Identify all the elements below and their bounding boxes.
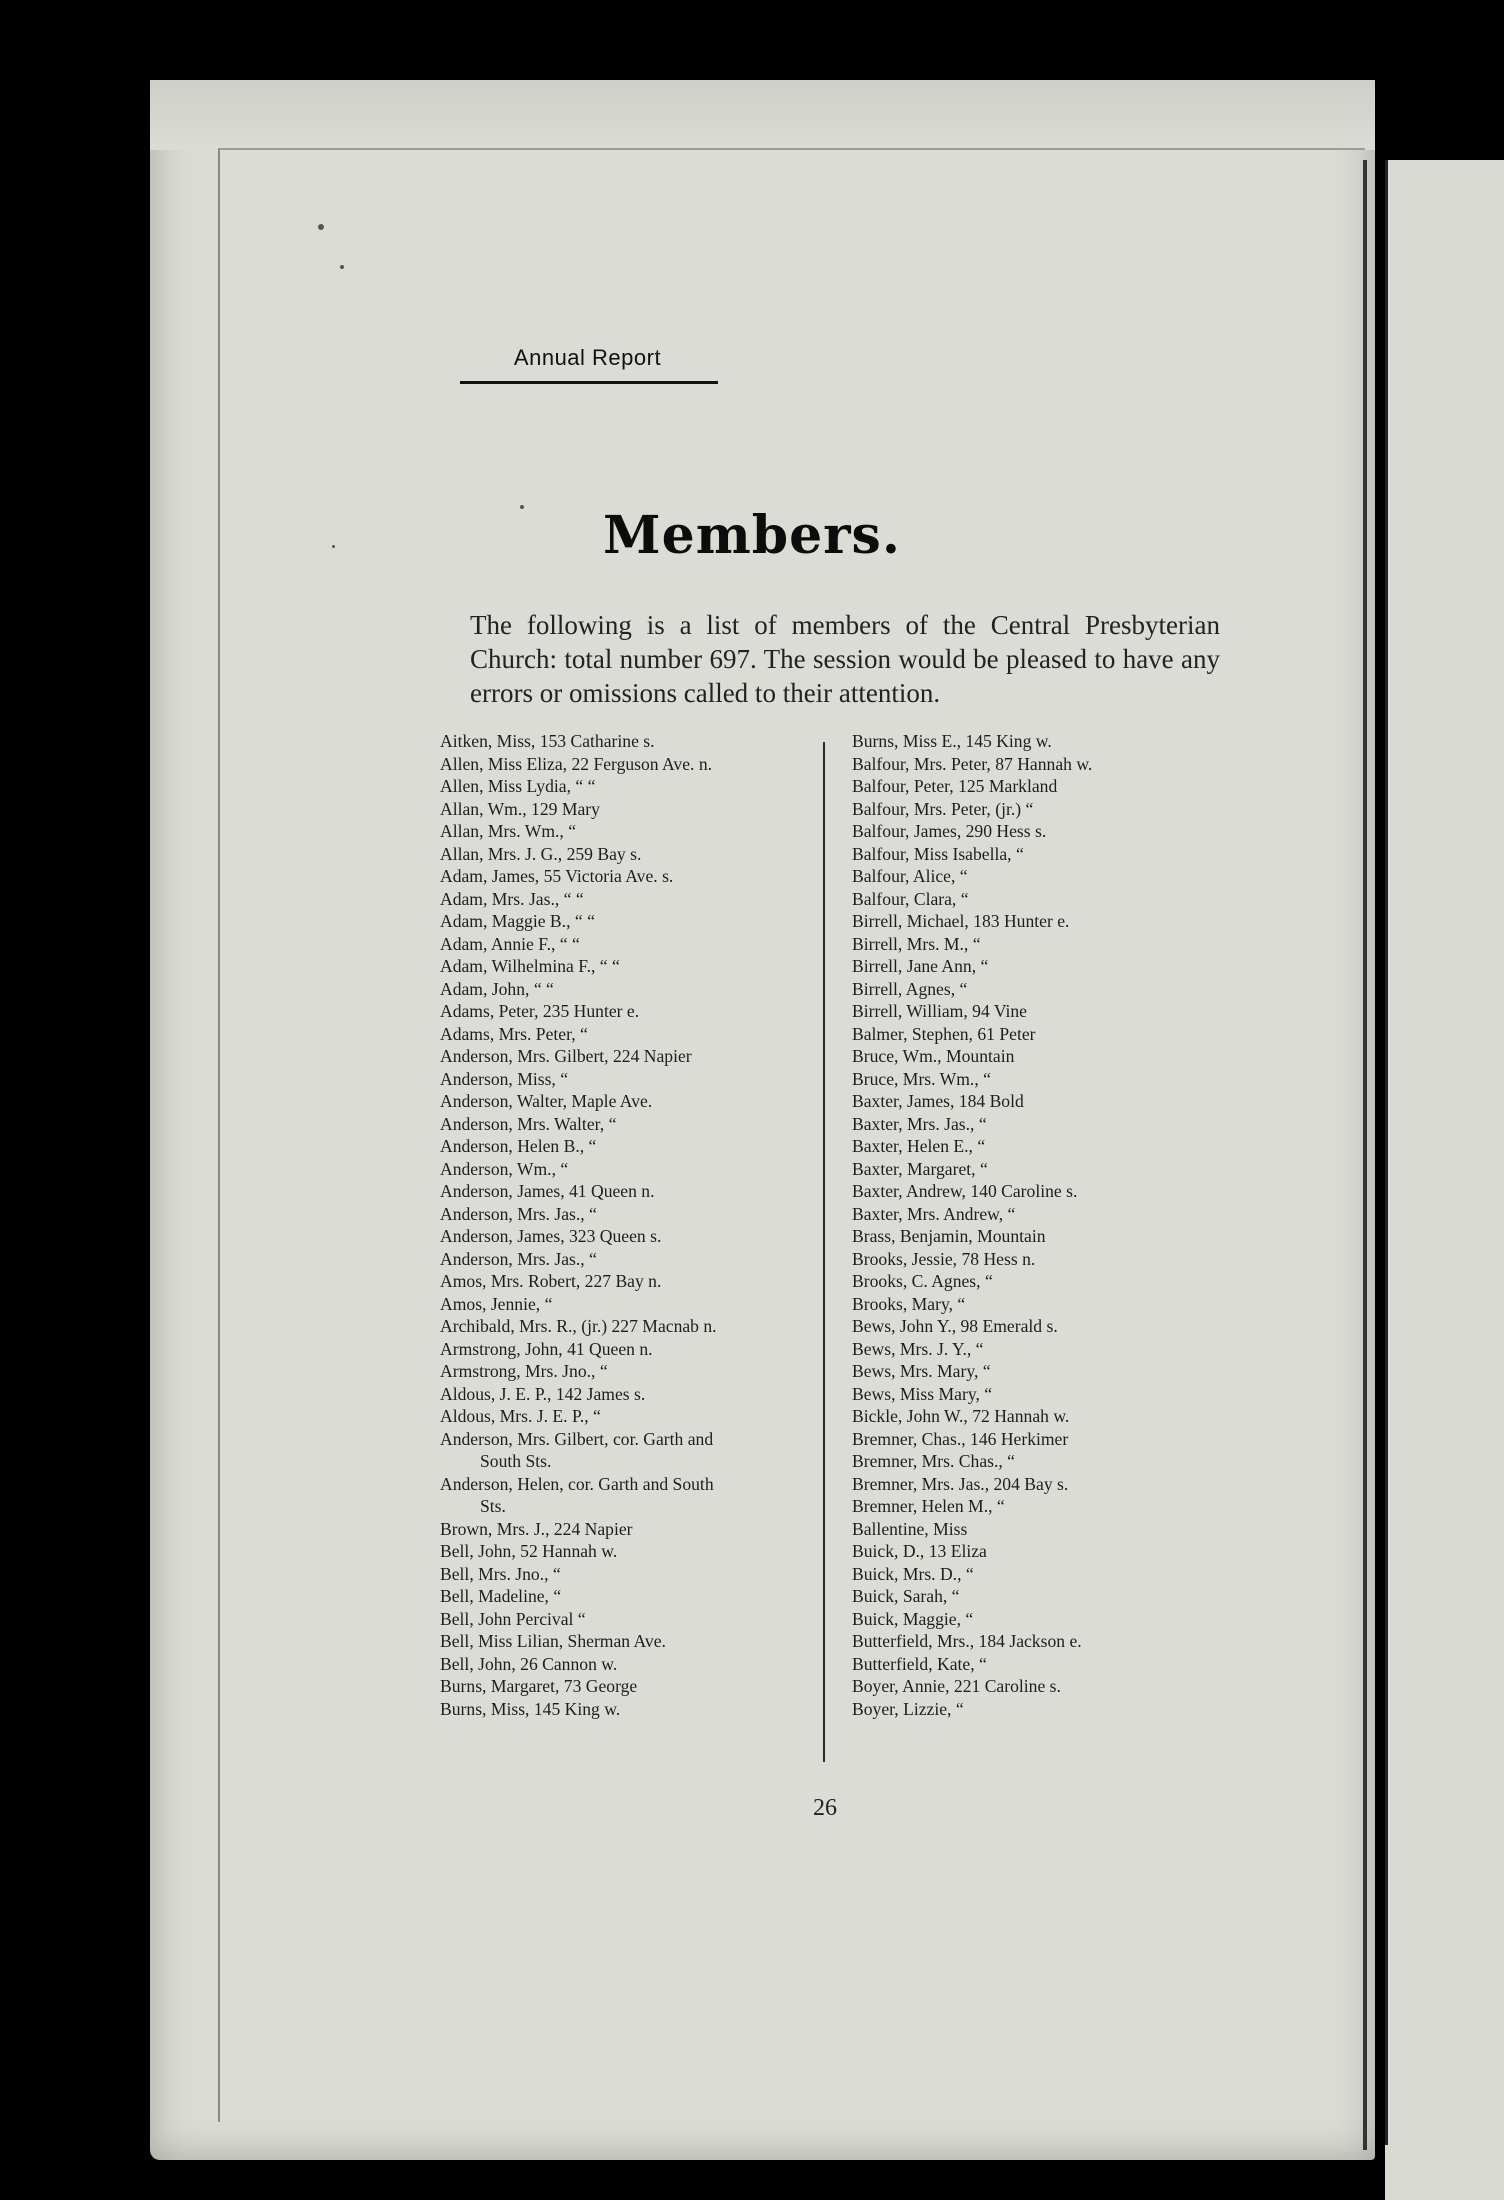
page-number: 26 — [813, 1795, 837, 1821]
member-entry: Allen, Miss Lydia, “ “ — [440, 776, 596, 796]
member-entry: Adam, Maggie B., “ “ — [440, 911, 595, 931]
member-entry: Balfour, Clara, “ — [852, 888, 969, 909]
member-entry: Bell, Miss Lilian, Sherman Ave. — [440, 1631, 666, 1651]
page-title: Members. — [603, 505, 901, 566]
member-entry: Balfour, James, 290 Hess s. — [852, 821, 1047, 841]
member-entry: Bews, Mrs. Mary, “ — [852, 1361, 991, 1381]
member-entry: Aldous, J. E. P., 142 James s. — [440, 1383, 646, 1404]
member-entry: Anderson, Mrs. Walter, “ — [440, 1113, 617, 1134]
member-entry: Aitken, Miss, 153 Catharine s. — [440, 731, 655, 751]
member-entry: Buick, Maggie, “ — [852, 1608, 974, 1629]
member-entry: Adams, Mrs. Peter, “ — [440, 1023, 588, 1044]
member-entry: Burns, Miss E., 145 King w. — [852, 731, 1052, 751]
member-entry: Balfour, Alice, “ — [852, 866, 968, 886]
member-entry: Birrell, Jane Ann, “ — [852, 956, 989, 976]
member-entry: Adam, James, 55 Victoria Ave. s. — [440, 866, 674, 886]
member-entry: Balfour, Miss Isabella, “ — [852, 843, 1024, 864]
member-entry: Bews, Miss Mary, “ — [852, 1383, 993, 1404]
intro-paragraph: The following is a list of members of the Central Presbyterian Church: total number 697. The session would be pleased to have any errors or omissions called to their attention. — [470, 610, 1220, 708]
member-entry: Bremner, Chas., 146 Herkimer — [852, 1428, 1069, 1449]
member-entry: Bickle, John W., 72 Hannah w. — [852, 1406, 1070, 1426]
member-entry: South Sts. — [480, 1451, 552, 1471]
member-entry: Buick, D., 13 Eliza — [852, 1541, 987, 1561]
running-head: Annual Report — [513, 345, 662, 370]
binding-gutter — [1363, 160, 1367, 2150]
member-entry: Bruce, Mrs. Wm., “ — [852, 1068, 991, 1089]
member-entry: Bell, John, 26 Cannon w. — [440, 1653, 618, 1674]
member-entry: Balmer, Stephen, 61 Peter — [852, 1023, 1036, 1044]
members-list-left — [440, 730, 800, 1720]
member-entry: Balfour, Mrs. Peter, 87 Hannah w. — [852, 753, 1093, 774]
member-entry: Adam, John, “ “ — [440, 978, 554, 999]
member-entry: Anderson, Helen, cor. Garth and South — [440, 1473, 714, 1494]
member-entry: Anderson, James, 323 Queen s. — [440, 1226, 662, 1246]
member-entry: Anderson, Mrs. Jas., “ — [440, 1203, 597, 1224]
member-entry: Armstrong, Mrs. Jno., “ — [440, 1361, 608, 1381]
member-entry: Butterfield, Mrs., 184 Jackson e. — [852, 1631, 1082, 1651]
member-entry: Allan, Wm., 129 Mary — [440, 798, 600, 819]
member-entry: Boyer, Annie, 221 Caroline s. — [852, 1676, 1061, 1696]
member-entry: Brown, Mrs. J., 224 Napier — [440, 1518, 633, 1539]
member-entry: Brass, Benjamin, Mountain — [852, 1226, 1046, 1246]
member-entry: Brooks, Jessie, 78 Hess n. — [852, 1248, 1036, 1269]
member-entry: Butterfield, Kate, “ — [852, 1653, 987, 1674]
member-entry: Allen, Miss Eliza, 22 Ferguson Ave. n. — [440, 753, 713, 774]
speck — [318, 224, 324, 230]
member-entry: Ballentine, Miss — [852, 1518, 968, 1539]
member-entry: Bremner, Mrs. Jas., 204 Bay s. — [852, 1473, 1069, 1494]
member-entry: Armstrong, John, 41 Queen n. — [440, 1338, 653, 1359]
member-entry: Adams, Peter, 235 Hunter e. — [440, 1001, 640, 1021]
member-entry: Bremner, Helen M., “ — [852, 1496, 1005, 1516]
speck — [340, 265, 344, 269]
member-entry: Bell, John Percival “ — [440, 1608, 586, 1629]
member-entry: Buick, Sarah, “ — [852, 1586, 960, 1606]
member-entry: Bell, Mrs. Jno., “ — [440, 1563, 561, 1584]
member-entry: Bremner, Mrs. Chas., “ — [852, 1451, 1015, 1471]
members-list-right — [852, 730, 1212, 1720]
column-divider — [823, 742, 825, 1762]
member-entry: Amos, Mrs. Robert, 227 Bay n. — [440, 1271, 662, 1291]
member-entry: Brooks, Mary, “ — [852, 1293, 966, 1314]
member-entry: Anderson, Walter, Maple Ave. — [440, 1091, 653, 1111]
member-entry: Bell, John, 52 Hannah w. — [440, 1541, 618, 1561]
member-entry: Birrell, Mrs. M., “ — [852, 933, 981, 954]
member-entry: Adam, Mrs. Jas., “ “ — [440, 888, 584, 909]
member-entry: Baxter, Helen E., “ — [852, 1136, 986, 1156]
member-entry: Anderson, Mrs. Gilbert, 224 Napier — [440, 1046, 692, 1066]
member-entry: Baxter, Mrs. Andrew, “ — [852, 1203, 1016, 1224]
member-entry: Bews, John Y., 98 Emerald s. — [852, 1316, 1058, 1336]
member-entry: Baxter, Andrew, 140 Caroline s. — [852, 1181, 1078, 1201]
member-entry: Sts. — [480, 1496, 506, 1516]
member-entry: Boyer, Lizzie, “ — [852, 1698, 964, 1719]
member-entry: Birrell, William, 94 Vine — [852, 1001, 1027, 1021]
member-entry: Baxter, Margaret, “ — [852, 1158, 988, 1179]
member-entry: Aldous, Mrs. J. E. P., “ — [440, 1406, 601, 1426]
member-entry: Baxter, Mrs. Jas., “ — [852, 1113, 987, 1134]
member-entry: Allan, Mrs. J. G., 259 Bay s. — [440, 843, 642, 864]
member-entry: Anderson, Wm., “ — [440, 1158, 569, 1179]
torn-top-edge — [150, 80, 1375, 150]
member-entry: Anderson, Helen B., “ — [440, 1136, 597, 1156]
member-entry: Anderson, Mrs. Gilbert, cor. Garth and — [440, 1428, 714, 1449]
member-entry: Allan, Mrs. Wm., “ — [440, 821, 577, 841]
member-entry: Burns, Margaret, 73 George — [440, 1676, 638, 1696]
member-entry: Bews, Mrs. J. Y., “ — [852, 1338, 984, 1359]
member-entry: Bell, Madeline, “ — [440, 1586, 562, 1606]
member-entry: Birrell, Michael, 183 Hunter e. — [852, 911, 1070, 931]
member-entry: Archibald, Mrs. R., (jr.) 227 Macnab n. — [440, 1316, 717, 1336]
member-entry: Birrell, Agnes, “ — [852, 978, 968, 999]
member-entry: Burns, Miss, 145 King w. — [440, 1698, 621, 1719]
member-entry: Anderson, Miss, “ — [440, 1068, 569, 1089]
member-entry: Buick, Mrs. D., “ — [852, 1563, 974, 1584]
member-entry: Anderson, James, 41 Queen n. — [440, 1181, 655, 1201]
member-entry: Baxter, James, 184 Bold — [852, 1091, 1024, 1111]
member-entry: Brooks, C. Agnes, “ — [852, 1271, 993, 1291]
member-entry: Balfour, Peter, 125 Markland — [852, 776, 1058, 796]
running-head-rule — [460, 381, 718, 384]
adjacent-page-edge — [1385, 160, 1504, 2145]
member-entry: Adam, Annie F., “ “ — [440, 933, 580, 954]
member-entry: Amos, Jennie, “ — [440, 1293, 553, 1314]
member-entry: Adam, Wilhelmina F., “ “ — [440, 956, 620, 976]
member-entry: Anderson, Mrs. Jas., “ — [440, 1248, 597, 1269]
member-entry: Bruce, Wm., Mountain — [852, 1046, 1015, 1066]
member-entry: Balfour, Mrs. Peter, (jr.) “ — [852, 798, 1034, 819]
